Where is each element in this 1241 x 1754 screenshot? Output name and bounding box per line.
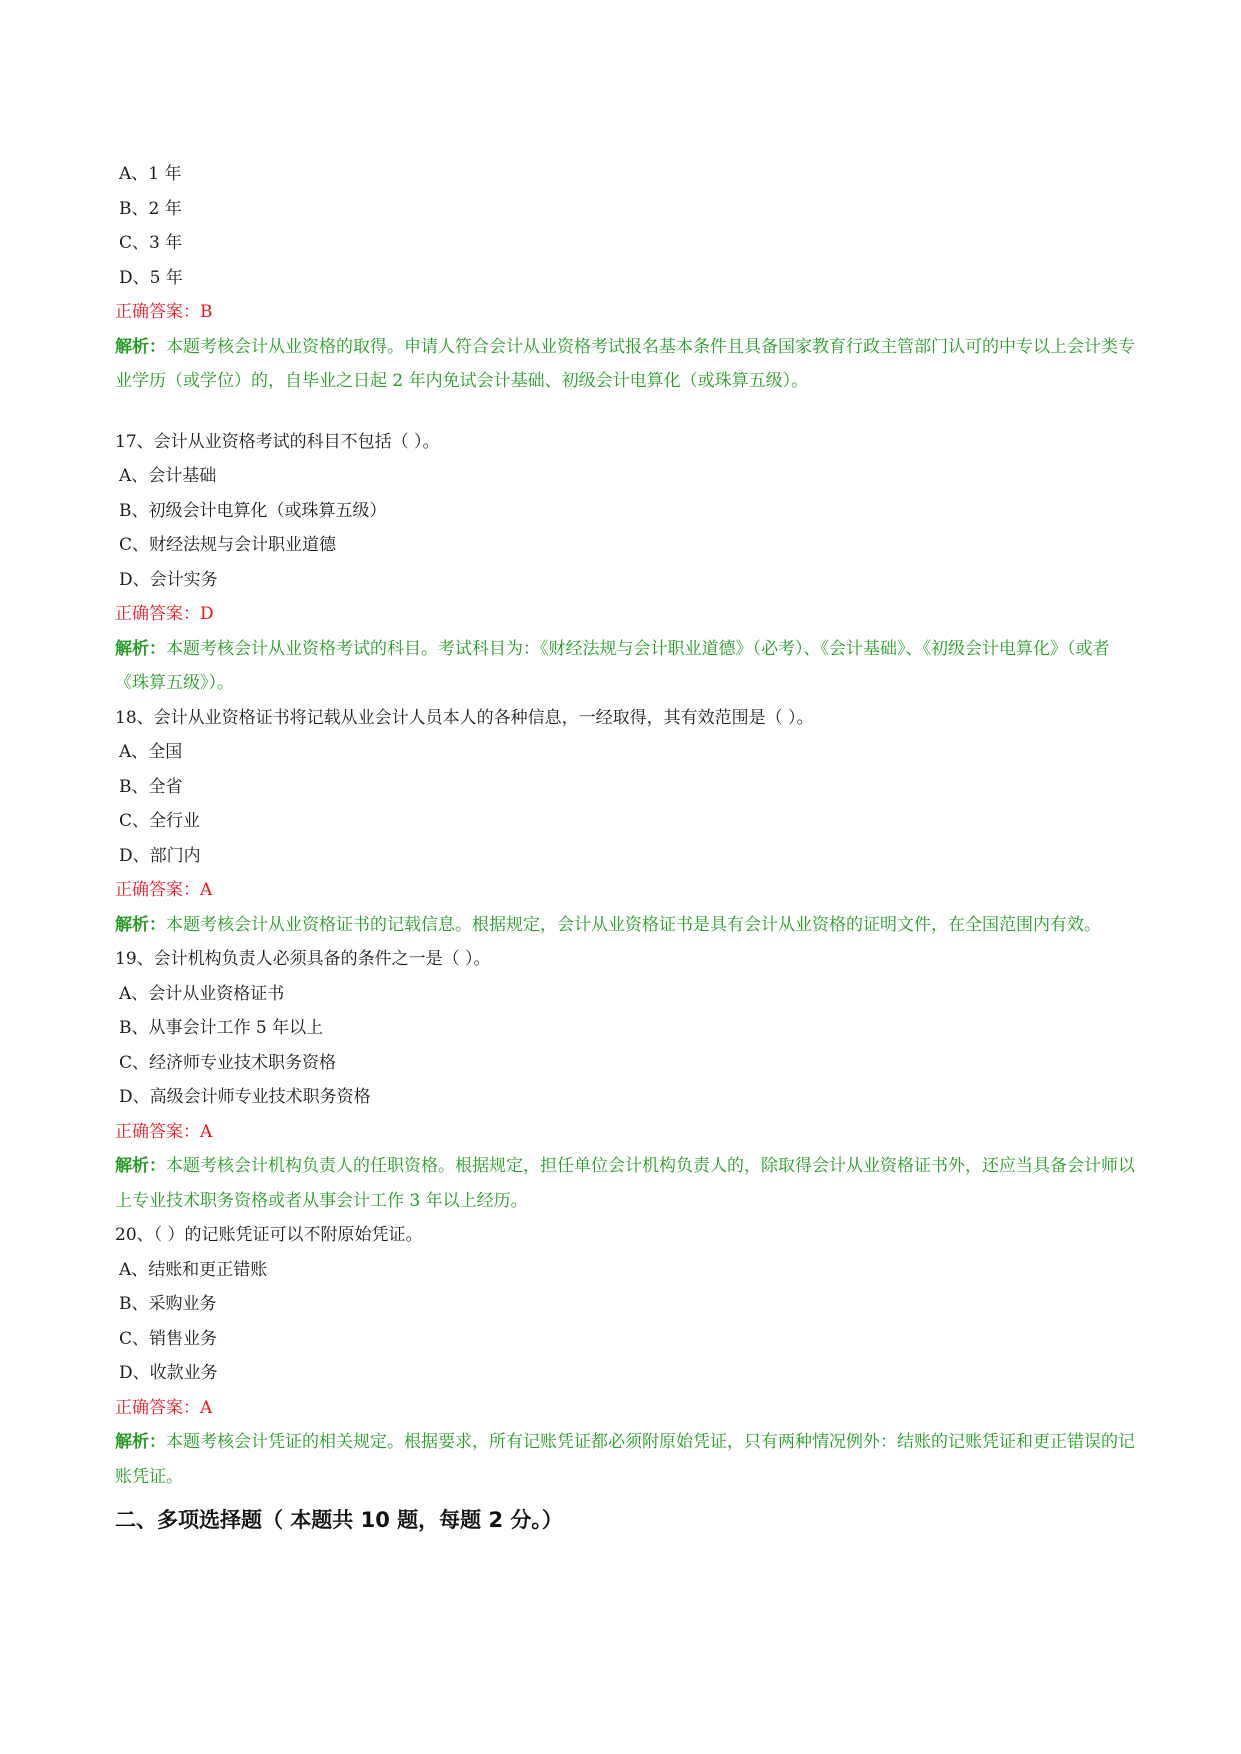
option-d: D、收款业务 <box>119 1363 218 1383</box>
option-b: B、全省 <box>119 776 183 797</box>
option-a: A、全国 <box>119 742 183 762</box>
correct-answer: 正确答案：B <box>115 302 213 322</box>
question-18 <box>115 701 1135 943</box>
option-a: A、会计基础 <box>119 466 217 486</box>
question-16 <box>115 157 1135 399</box>
question-20 <box>115 1218 1135 1494</box>
option-a: A、1 年 <box>119 164 182 184</box>
option-b: B、从事会计工作 5 年以上 <box>119 1018 324 1038</box>
option-d: D、会计实务 <box>119 569 218 590</box>
correct-answer: 正确答案：A <box>115 1121 213 1142</box>
question-text: 20、（ ）的记账凭证可以不附原始凭证。 <box>115 1225 423 1245</box>
analysis-text: 本题考核会计机构负责人的任职资格。根据规定，担任单位会计机构负责人的，除取得会计从业资格证书外，还应当具备会计师以上专业技术职务资格或者从事会计工作 3 年以上经历。 <box>115 1156 1135 1211</box>
option-c: C、3 年 <box>119 233 183 253</box>
analysis-label: 解析： <box>115 1432 166 1452</box>
analysis-label: 解析： <box>115 336 166 357</box>
analysis-label: 解析： <box>115 1156 166 1176</box>
question-text: 19、会计机构负责人必须具备的条件之一是（ ）。 <box>115 949 491 969</box>
analysis <box>115 330 1135 399</box>
analysis <box>115 908 1135 943</box>
question-19 <box>115 942 1135 1218</box>
option-d: D、部门内 <box>119 845 201 866</box>
analysis-label: 解析： <box>115 914 166 935</box>
correct-answer: 正确答案：A <box>115 880 213 900</box>
analysis-text: 本题考核会计从业资格的取得。申请人符合会计从业资格考试报名基本条件且具备国家教育行政主管部门认可的中专以上会计类专业学历（或学位）的，自毕业之日起 2 年内免试会计基础、初级会计电算化（或珠算五级）。 <box>115 336 1135 391</box>
option-a: A、结账和更正错账 <box>119 1259 268 1280</box>
question-text: 18、会计从业资格证书将记载从业会计人员本人的各种信息，一经取得，其有效范围是（ ）。 <box>115 707 814 728</box>
option-b: B、初级会计电算化（或珠算五级） <box>119 500 387 521</box>
option-d: D、5 年 <box>119 267 183 288</box>
analysis <box>115 1149 1135 1218</box>
correct-answer: 正确答案：D <box>115 604 214 624</box>
question-17 <box>115 425 1135 701</box>
option-c: C、全行业 <box>119 811 201 831</box>
option-c: C、销售业务 <box>119 1328 218 1349</box>
option-c: C、财经法规与会计职业道德 <box>119 535 337 555</box>
analysis <box>115 632 1135 701</box>
analysis-label: 解析： <box>115 638 166 659</box>
option-c: C、经济师专业技术职务资格 <box>119 1052 337 1073</box>
section-heading: 二、多项选择题（ 本题共 10 题，每题 2 分。） <box>115 1508 563 1532</box>
question-text: 17、会计从业资格考试的科目不包括（ ）。 <box>115 431 440 452</box>
analysis-text: 本题考核会计从业资格考试的科目。考试科目为：《财经法规与会计职业道德》（必考）、《会计基础》、《初级会计电算化》（或者《珠算五级》）。 <box>115 638 1110 693</box>
correct-answer: 正确答案：A <box>115 1397 213 1418</box>
option-a: A、会计从业资格证书 <box>119 983 285 1004</box>
option-d: D、高级会计师专业技术职务资格 <box>119 1087 371 1107</box>
analysis-text: 本题考核会计凭证的相关规定。根据要求，所有记账凭证都必须附原始凭证，只有两种情况例外：结账的记账凭证和更正错误的记账凭证。 <box>115 1432 1135 1487</box>
option-b: B、采购业务 <box>119 1294 217 1314</box>
document-page <box>115 157 1135 1540</box>
analysis-text: 本题考核会计从业资格证书的记载信息。根据规定，会计从业资格证书是具有会计从业资格的证明文件，在全国范围内有效。 <box>166 914 1101 935</box>
analysis <box>115 1425 1135 1494</box>
option-b: B、2 年 <box>119 198 182 219</box>
